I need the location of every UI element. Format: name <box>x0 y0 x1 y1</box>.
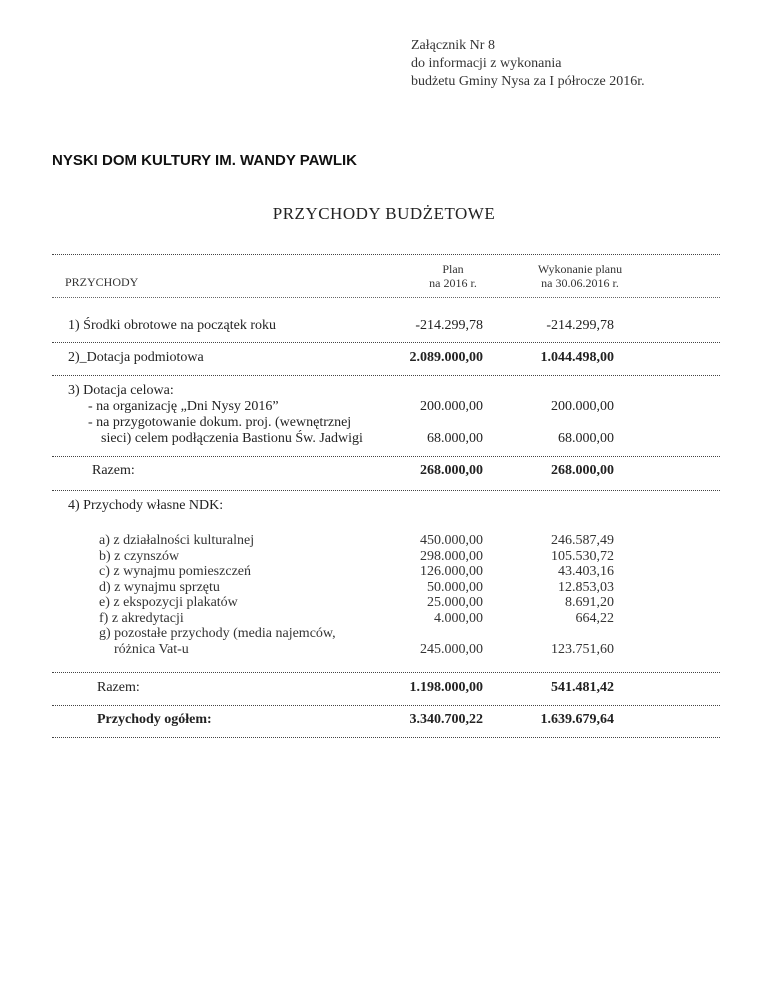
list-item-exec: 246.587,49 <box>551 533 614 548</box>
row-3-item-1: - na organizację „Dni Nysy 2016” <box>88 399 279 414</box>
subtotal-3-plan: 268.000,00 <box>420 463 483 478</box>
column-header-exec-1: Wykonanie planu <box>537 262 623 276</box>
total-exec: 1.639.679,64 <box>540 712 614 727</box>
list-item-exec: 664,22 <box>575 610 614 626</box>
document-title: PRZYCHODY BUDŻETOWE <box>272 204 496 223</box>
column-header-label: PRZYCHODY <box>65 275 139 289</box>
list-item: c) z wynajmu pomieszczeń <box>99 564 251 579</box>
divider-6 <box>52 705 720 706</box>
list-item: d) z wynajmu sprzętu <box>99 579 220 595</box>
list-item: g) pozostałe przychody (media najemców, <box>99 626 336 641</box>
row-2-label: 2)_Dotacja podmiotowa <box>68 350 204 365</box>
annex-line-2: do informacji z wykonania <box>411 56 562 71</box>
list-item-plan: 25.000,00 <box>427 595 483 610</box>
list-item: różnica Vat-u <box>114 641 189 657</box>
list-item-exec <box>551 626 614 642</box>
row-2-exec: 1.044.498,00 <box>540 350 614 365</box>
divider-header <box>52 297 720 298</box>
row-4-items <box>99 533 336 657</box>
row-3-item-1-plan: 200.000,00 <box>420 399 483 414</box>
list-item-plan: 50.000,00 <box>427 579 483 595</box>
subtotal-4-exec: 541.481,42 <box>551 680 614 695</box>
total-label: Przychody ogółem: <box>97 712 212 727</box>
row-1-exec: -214.299,78 <box>546 318 614 333</box>
list-item-plan: 450.000,00 <box>420 533 483 548</box>
list-item-plan: 126.000,00 <box>420 564 483 579</box>
row-3-label: 3) Dotacja celowa: <box>68 383 174 398</box>
divider-1 <box>52 342 720 343</box>
row-3-item-2-line-1: - na przygotowanie dokum. proj. (wewnętrznej <box>88 415 352 430</box>
column-header-exec-2: na 30.06.2016 r. <box>541 276 619 290</box>
column-header-plan-1: Plan <box>442 262 464 276</box>
row-3-item-2-exec: 68.000,00 <box>558 431 614 446</box>
list-item-plan: 245.000,00 <box>420 641 483 657</box>
list-item-plan: 4.000,00 <box>434 610 483 626</box>
row-3-item-2-line-2: sieci) celem podłączenia Bastionu Św. Jadwigi <box>101 431 363 446</box>
row-4-label: 4) Przychody własne NDK: <box>68 498 224 513</box>
row-2-plan: 2.089.000,00 <box>409 350 483 365</box>
row-4-exec-values <box>551 533 614 657</box>
divider-top <box>52 254 720 255</box>
list-item-exec: 105.530,72 <box>551 548 614 564</box>
row-3-item-2-plan: 68.000,00 <box>427 431 483 446</box>
list-item: e) z ekspozycji plakatów <box>99 595 238 610</box>
divider-5 <box>52 672 720 673</box>
list-item-exec: 43.403,16 <box>558 564 614 579</box>
row-3-item-1-exec: 200.000,00 <box>551 399 614 414</box>
divider-2 <box>52 375 720 376</box>
list-item-plan: 298.000,00 <box>420 548 483 564</box>
divider-3 <box>52 456 720 457</box>
row-1-label: 1) Środki obrotowe na początek roku <box>68 318 276 333</box>
annex-line-3: budżetu Gminy Nysa za I półrocze 2016r. <box>411 74 645 89</box>
subtotal-4-label: Razem: <box>97 680 140 695</box>
organization-name: NYSKI DOM KULTURY IM. WANDY PAWLIK <box>52 152 358 169</box>
list-item-plan <box>420 626 483 642</box>
row-4-plan-values <box>420 533 483 657</box>
divider-bottom <box>52 737 720 738</box>
list-item-exec: 8.691,20 <box>565 595 614 610</box>
list-item-exec: 12.853,03 <box>558 579 614 595</box>
list-item: f) z akredytacji <box>99 610 184 626</box>
subtotal-3-exec: 268.000,00 <box>551 463 614 478</box>
total-plan: 3.340.700,22 <box>409 712 483 727</box>
list-item: b) z czynszów <box>99 548 180 564</box>
annex-line-1: Załącznik Nr 8 <box>411 38 495 53</box>
list-item: a) z działalności kulturalnej <box>99 533 255 548</box>
row-1-plan: -214.299,78 <box>415 318 483 333</box>
subtotal-3-label: Razem: <box>92 463 135 478</box>
subtotal-4-plan: 1.198.000,00 <box>409 680 483 695</box>
divider-4 <box>52 490 720 491</box>
column-header-plan-2: na 2016 r. <box>429 276 477 290</box>
list-item-exec: 123.751,60 <box>551 641 614 657</box>
